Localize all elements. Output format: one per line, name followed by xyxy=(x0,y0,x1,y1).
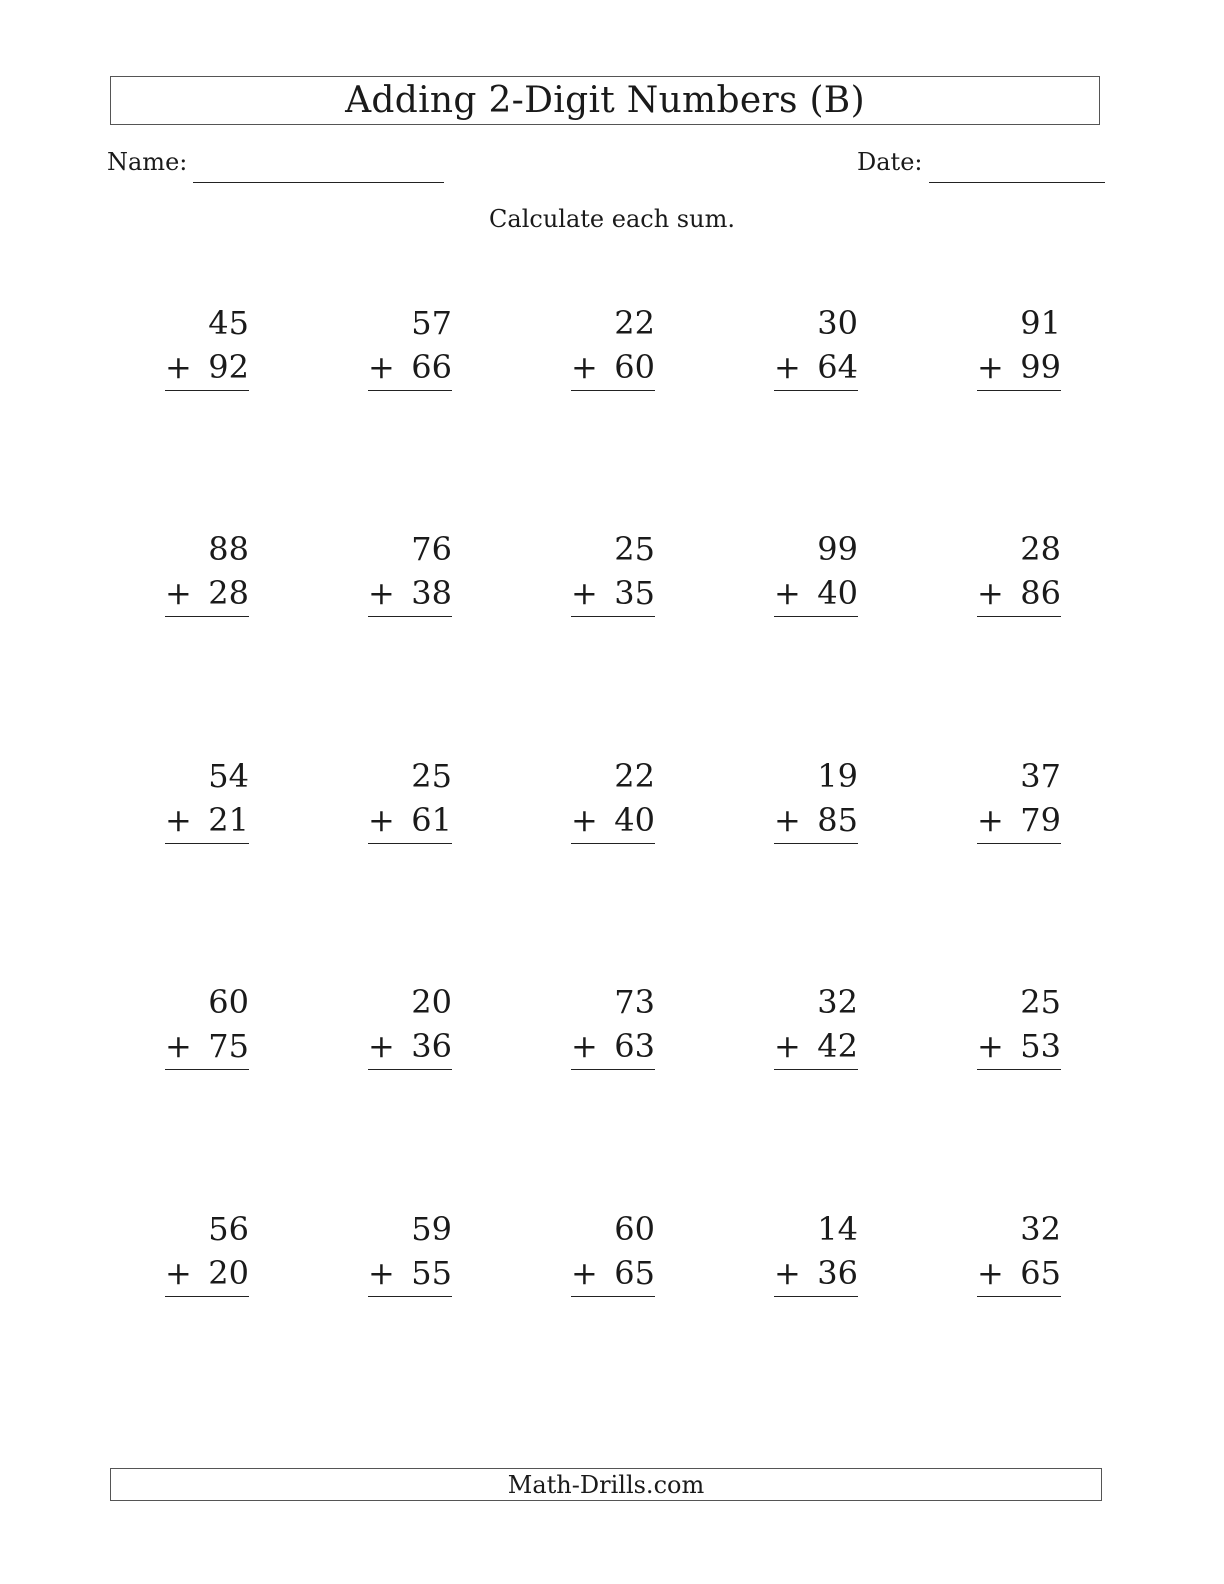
answer-line xyxy=(571,843,655,844)
plus-sign: + xyxy=(977,801,1004,839)
answer-line xyxy=(571,1296,655,1297)
addition-problem xyxy=(977,303,1061,393)
addend-bottom: 40 xyxy=(614,801,655,839)
addend-bottom: 86 xyxy=(1020,574,1061,612)
worksheet-title: Adding 2-Digit Numbers (B) xyxy=(345,80,865,121)
addend-bottom: 40 xyxy=(817,574,858,612)
addend-bottom: 99 xyxy=(1020,348,1061,386)
addend-bottom: 75 xyxy=(208,1027,249,1065)
addition-problem xyxy=(977,756,1061,846)
addend-top: 30 xyxy=(817,304,858,342)
addend-top: 25 xyxy=(1020,983,1061,1021)
addend-bottom: 79 xyxy=(1020,801,1061,839)
plus-sign: + xyxy=(368,348,395,386)
answer-line xyxy=(977,1296,1061,1297)
addend-bottom: 20 xyxy=(208,1254,249,1292)
addend-top: 60 xyxy=(208,983,249,1021)
answer-line xyxy=(977,390,1061,391)
answer-line xyxy=(165,1296,249,1297)
plus-sign: + xyxy=(368,1027,395,1065)
addend-top: 32 xyxy=(817,983,858,1021)
addition-problem xyxy=(571,1209,655,1299)
answer-line xyxy=(368,1296,452,1297)
addend-top: 99 xyxy=(817,530,858,568)
addition-problem xyxy=(165,529,249,619)
addend-bottom: 21 xyxy=(208,801,249,839)
plus-sign: + xyxy=(774,1027,801,1065)
footer-site: Math-Drills.com xyxy=(507,1470,705,1499)
addition-problem xyxy=(165,982,249,1072)
addend-bottom: 85 xyxy=(817,801,858,839)
plus-sign: + xyxy=(774,348,801,386)
addend-top: 25 xyxy=(411,757,452,795)
answer-line xyxy=(368,1069,452,1070)
addend-top: 20 xyxy=(411,983,452,1021)
plus-sign: + xyxy=(165,348,192,386)
addend-bottom: 55 xyxy=(411,1254,452,1292)
plus-sign: + xyxy=(977,1027,1004,1065)
answer-line xyxy=(165,616,249,617)
plus-sign: + xyxy=(774,801,801,839)
plus-sign: + xyxy=(571,801,598,839)
answer-line xyxy=(774,1296,858,1297)
addend-top: 25 xyxy=(614,530,655,568)
answer-line xyxy=(165,1069,249,1070)
instructions: Calculate each sum. xyxy=(489,205,735,233)
answer-line xyxy=(774,616,858,617)
plus-sign: + xyxy=(165,801,192,839)
date-field[interactable] xyxy=(929,182,1105,183)
answer-line xyxy=(977,1069,1061,1070)
plus-sign: + xyxy=(368,574,395,612)
addend-bottom: 28 xyxy=(208,574,249,612)
answer-line xyxy=(368,616,452,617)
addition-problem xyxy=(774,303,858,393)
addition-problem xyxy=(774,1209,858,1299)
answer-line xyxy=(165,390,249,391)
addition-problem xyxy=(774,756,858,846)
footer-box xyxy=(110,1468,1102,1501)
addition-problem xyxy=(571,982,655,1072)
addend-bottom: 64 xyxy=(817,348,858,386)
addend-bottom: 36 xyxy=(817,1254,858,1292)
plus-sign: + xyxy=(571,574,598,612)
answer-line xyxy=(571,616,655,617)
addend-top: 59 xyxy=(411,1210,452,1248)
answer-line xyxy=(165,843,249,844)
addend-top: 76 xyxy=(411,530,452,568)
addend-bottom: 61 xyxy=(411,801,452,839)
addition-problem xyxy=(571,303,655,393)
addition-problem xyxy=(165,756,249,846)
addition-problem xyxy=(368,1209,452,1299)
worksheet-title-box xyxy=(110,76,1100,125)
addend-bottom: 53 xyxy=(1020,1027,1061,1065)
answer-line xyxy=(977,616,1061,617)
date-label: Date: xyxy=(857,148,923,176)
addition-problem xyxy=(368,303,452,393)
plus-sign: + xyxy=(368,801,395,839)
addend-top: 91 xyxy=(1020,304,1061,342)
name-label: Name: xyxy=(107,148,188,176)
addend-bottom: 36 xyxy=(411,1027,452,1065)
plus-sign: + xyxy=(368,1254,395,1292)
addition-problem xyxy=(774,982,858,1072)
answer-line xyxy=(368,843,452,844)
plus-sign: + xyxy=(977,348,1004,386)
plus-sign: + xyxy=(571,348,598,386)
addend-top: 37 xyxy=(1020,757,1061,795)
addend-top: 32 xyxy=(1020,1210,1061,1248)
answer-line xyxy=(368,390,452,391)
addition-problem xyxy=(774,529,858,619)
answer-line xyxy=(977,843,1061,844)
addition-problem xyxy=(368,756,452,846)
addend-bottom: 65 xyxy=(1020,1254,1061,1292)
addend-bottom: 42 xyxy=(817,1027,858,1065)
addition-problem xyxy=(368,982,452,1072)
plus-sign: + xyxy=(774,574,801,612)
addend-bottom: 63 xyxy=(614,1027,655,1065)
addition-problem xyxy=(165,1209,249,1299)
addition-problem xyxy=(977,982,1061,1072)
answer-line xyxy=(571,390,655,391)
addition-problem xyxy=(571,529,655,619)
plus-sign: + xyxy=(571,1254,598,1292)
addend-top: 73 xyxy=(614,983,655,1021)
answer-line xyxy=(774,1069,858,1070)
addend-top: 22 xyxy=(614,757,655,795)
addition-problem xyxy=(977,529,1061,619)
answer-line xyxy=(774,843,858,844)
addend-bottom: 38 xyxy=(411,574,452,612)
addend-bottom: 65 xyxy=(614,1254,655,1292)
plus-sign: + xyxy=(165,1027,192,1065)
answer-line xyxy=(774,390,858,391)
name-field[interactable] xyxy=(193,182,444,183)
plus-sign: + xyxy=(165,574,192,612)
addend-top: 19 xyxy=(817,757,858,795)
addend-bottom: 35 xyxy=(614,574,655,612)
addend-top: 88 xyxy=(208,530,249,568)
addend-top: 54 xyxy=(208,757,249,795)
addition-problem xyxy=(165,303,249,393)
addend-bottom: 92 xyxy=(208,348,249,386)
addend-bottom: 66 xyxy=(411,348,452,386)
addend-top: 45 xyxy=(208,304,249,342)
addend-top: 14 xyxy=(817,1210,858,1248)
plus-sign: + xyxy=(977,574,1004,612)
plus-sign: + xyxy=(165,1254,192,1292)
addend-top: 28 xyxy=(1020,530,1061,568)
addend-top: 56 xyxy=(208,1210,249,1248)
addend-top: 22 xyxy=(614,304,655,342)
addition-problem xyxy=(368,529,452,619)
addition-problem xyxy=(571,756,655,846)
addend-bottom: 60 xyxy=(614,348,655,386)
plus-sign: + xyxy=(571,1027,598,1065)
addend-top: 57 xyxy=(411,304,452,342)
plus-sign: + xyxy=(977,1254,1004,1292)
addition-problem xyxy=(977,1209,1061,1299)
addend-top: 60 xyxy=(614,1210,655,1248)
plus-sign: + xyxy=(774,1254,801,1292)
answer-line xyxy=(571,1069,655,1070)
